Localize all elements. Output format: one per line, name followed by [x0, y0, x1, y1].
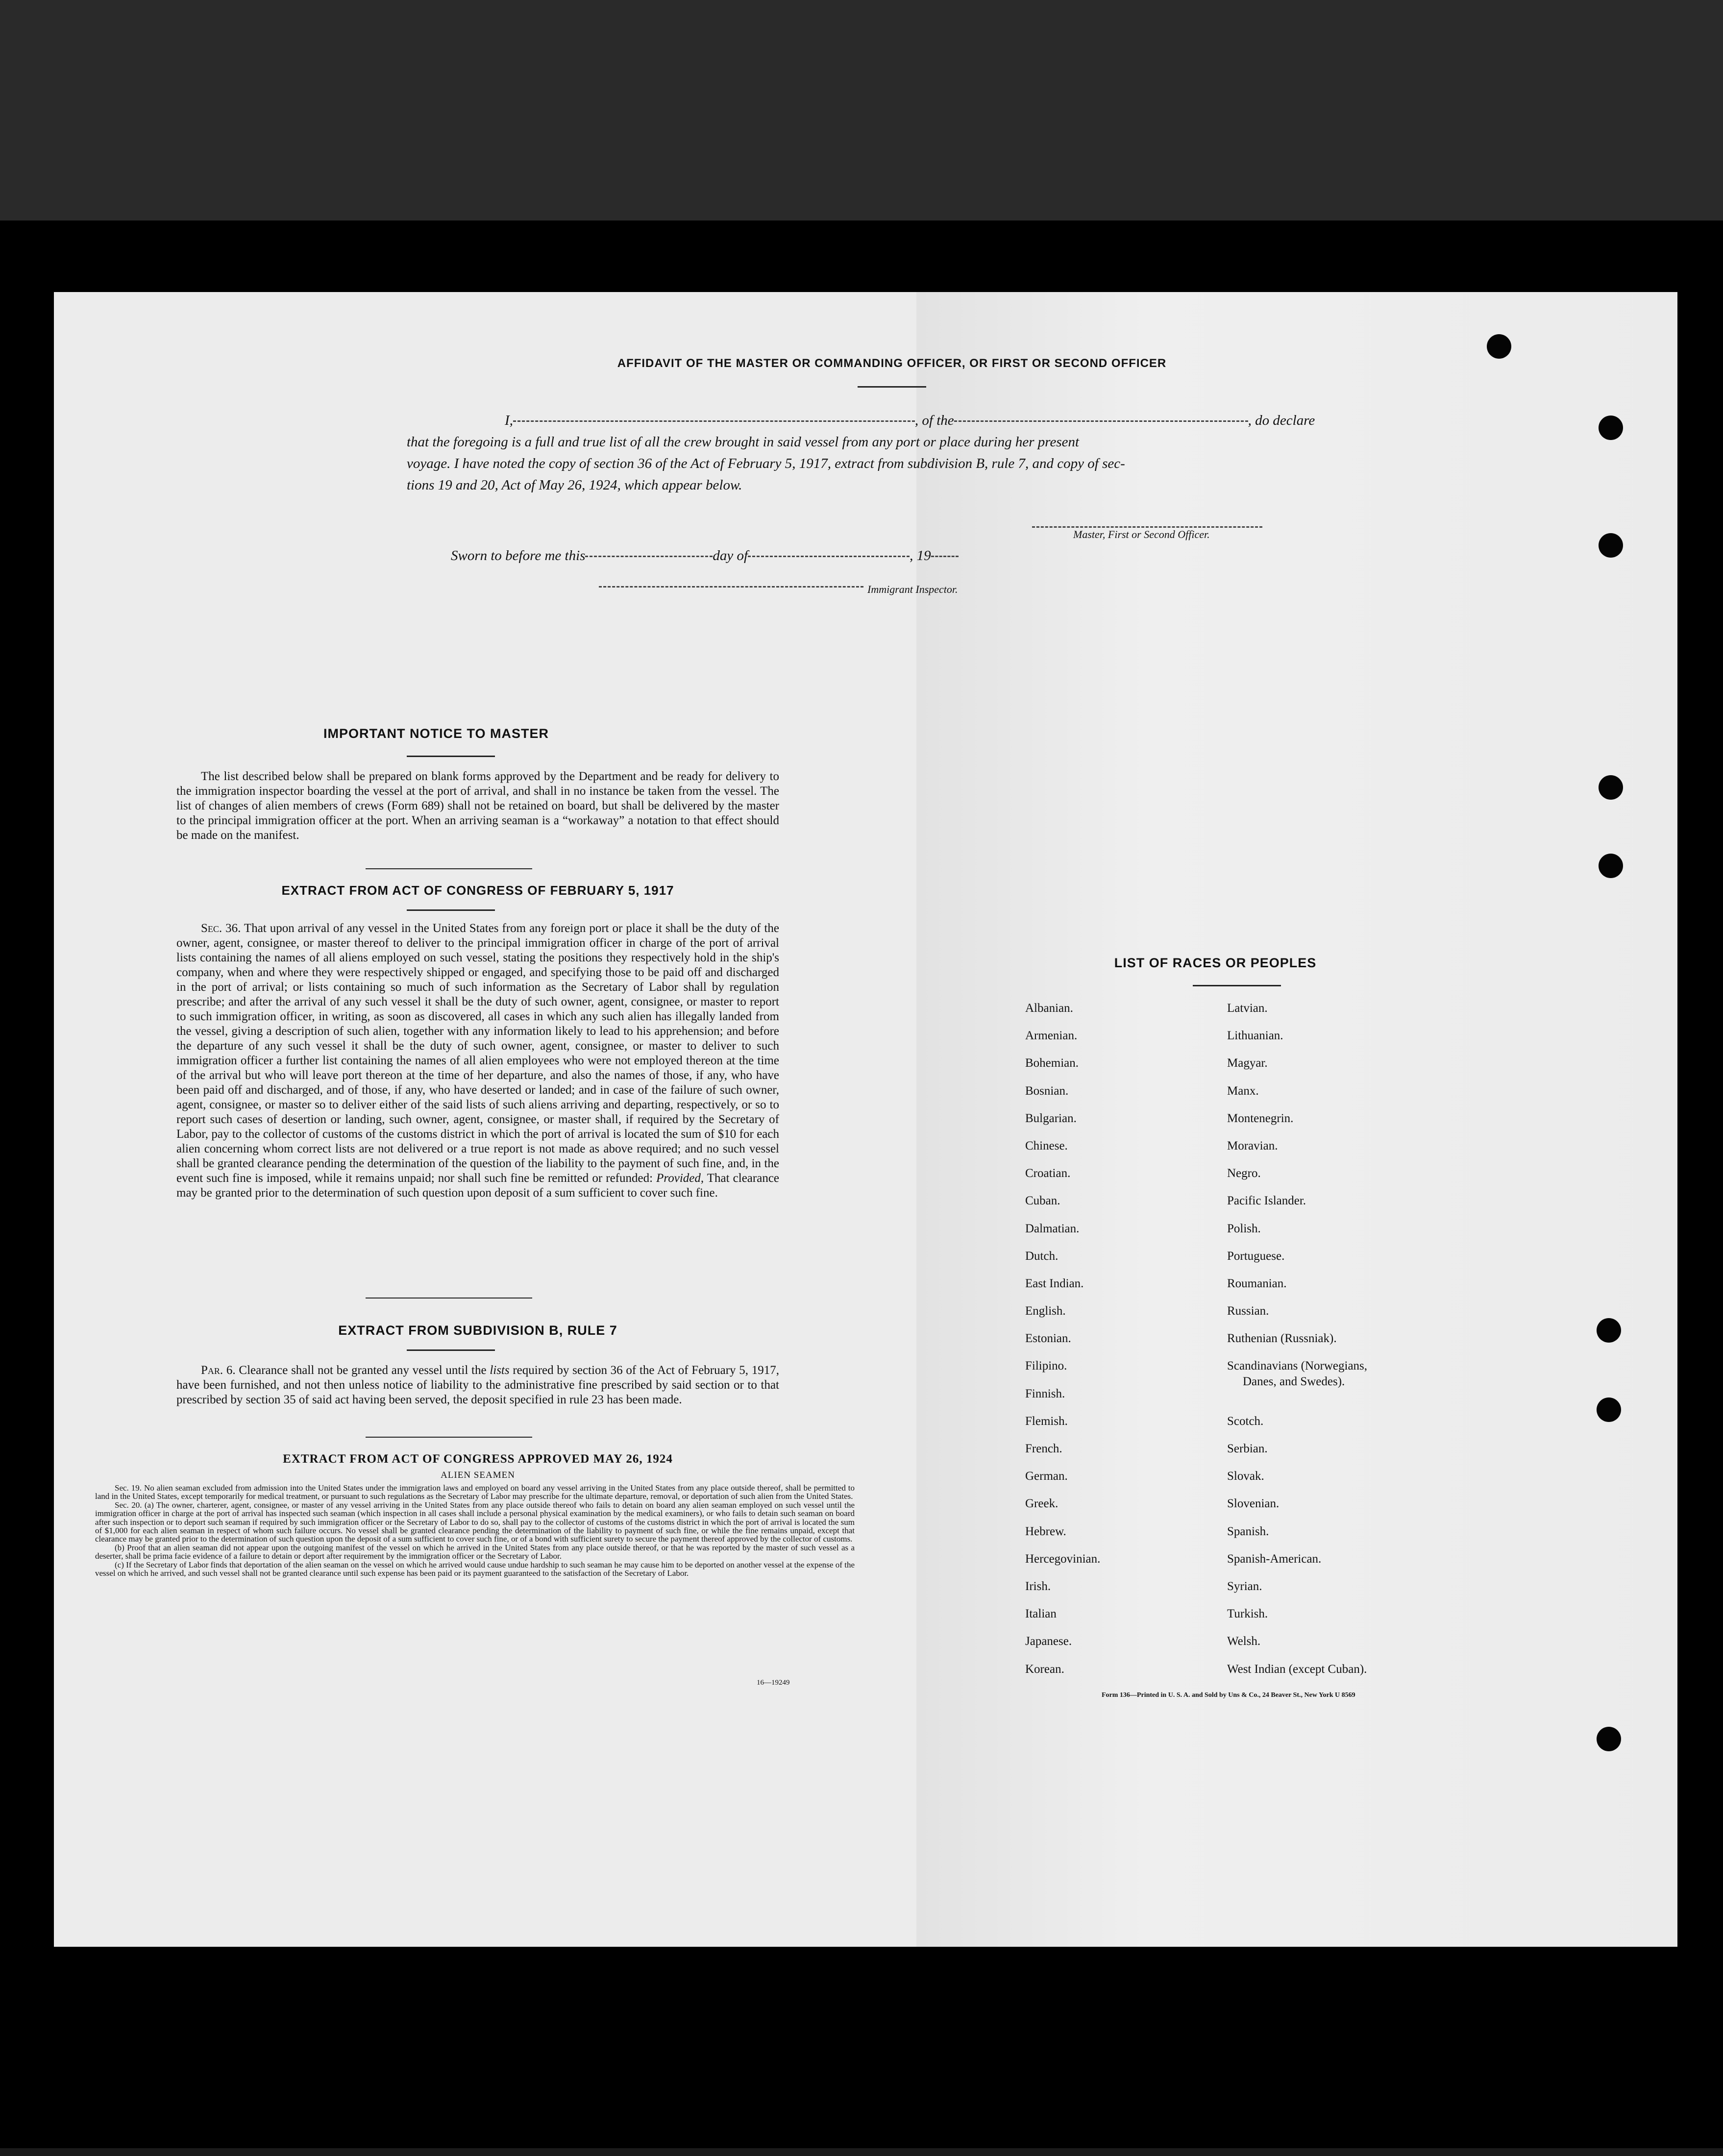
sec-36-text: That upon arrival of any vessel in the United States from any foreign port or place it shall be the duty of the owner, agent, consignee, or master thereof to deliver to the principal immigration officer in charge of the port of arrival lists containing the names of all aliens employed on such vessel, stating the positions they respectively hold in the ship's company, when and where they were respectively shipped or engaged, and specifying those to be paid off and discharged in the port of arrival; or lists containing so much of such information as the Secretary of Labor shall by regulation prescribe; and after the arrival of any such vessel it shall be the duty of such owner, agent, consignee, or master to report to such immigration officer, in writing, as soon as discovered, all cases in which any such alien has illegally landed from the vessel, giving a description of such alien, together with any information likely to lead to his apprehension; and before the departure of any such vessel it shall be the duty of such owner, agent, consignee, or master to deliver to such immigration officer a further list containing the names of all alien employees who were not employed thereon at the time of the arrival but who will leave port thereon at the time of her departure, and also the names of those, if any, who have been paid off and discharged, and of those, if any, who have deserted or landed; and in case of the failure of such owner, agent, consignee, or master so to deliver either of the said lists of such aliens arriving and departing, respectively, or so to report such cases of desertion or landing, such owner, agent, consignee, or master shall, if required by the Secretary of Labor, pay to the collector of customs of the customs district in which the port of arrival is located the sum of $10 for each alien concerning whom correct lists are not delivered or a true report is not made as above required; and no such vessel shall be granted clearance pending the determination of the question of the liability to the payment of such fine, and, in the event such fine is imposed, while it remains unpaid; nor shall such fine be remitted or refunded: [176, 922, 779, 1185]
sworn-year: , 19 [910, 548, 931, 564]
sworn-day-blank [585, 556, 713, 557]
race-item: Welsh. [1227, 1635, 1261, 1648]
race-item: Latvian. [1227, 1002, 1268, 1015]
proviso-text: That clearance may be granted prior to the determination of such question upon deposit of a sum sufficient to cover such fine. [176, 1172, 780, 1200]
punch-hole-icon [1599, 854, 1623, 878]
race-item: Hercegovinian. [1025, 1552, 1101, 1566]
sec-36-label: Sec. 36. [201, 922, 241, 935]
race-item: Pacific Islander. [1227, 1194, 1306, 1208]
race-item: Scotch. [1227, 1414, 1264, 1428]
printer-line: Form 136—Printed in U. S. A. and Sold by Uns & Co., 24 Beaver St., New York U 8569 [1102, 1691, 1355, 1699]
scanner-bottom-band [0, 2148, 1723, 2156]
race-item: Portuguese. [1227, 1249, 1285, 1263]
race-item: Turkish. [1227, 1607, 1268, 1621]
punch-hole-icon [1599, 775, 1623, 800]
race-item: Hebrew. [1025, 1524, 1066, 1538]
races-left-column [1025, 1002, 1100, 1690]
race-item: Albanian. [1025, 1002, 1073, 1015]
race-item: Roumanian. [1227, 1276, 1287, 1290]
affidavit-of-the: , of the [914, 413, 954, 428]
race-item: Scandinavians (Norwegians, [1227, 1359, 1368, 1373]
race-item: Dalmatian. [1025, 1222, 1080, 1235]
punch-hole-icon [1597, 1397, 1621, 1422]
race-item: Negro. [1227, 1167, 1261, 1180]
race-item: Russian. [1227, 1304, 1269, 1318]
affidavit-line-1 [451, 410, 1372, 431]
scanner-top-band [0, 0, 1723, 220]
vessel-blank [954, 420, 1248, 422]
extract-1917-title: EXTRACT FROM ACT OF CONGRESS OF FEBRUARY 5, 1917 [281, 883, 674, 898]
lists-word: lists [490, 1364, 510, 1377]
inspector-caption: Immigrant Inspector. [867, 583, 958, 595]
race-item: Estonian. [1025, 1332, 1071, 1346]
race-item: Polish. [1227, 1222, 1261, 1235]
extract-1917-body [176, 921, 779, 1200]
rule7-body [176, 1363, 779, 1407]
race-item: Dutch. [1025, 1249, 1058, 1263]
race-item: Bohemian. [1025, 1056, 1079, 1070]
sworn-line [451, 545, 959, 566]
alien-seamen-subtitle: ALIEN SEAMEN [441, 1470, 515, 1480]
rule7-title: EXTRACT FROM SUBDIVISION B, RULE 7 [338, 1323, 617, 1338]
affidavit-declare: , do declare [1248, 413, 1315, 428]
races-title: LIST OF RACES OR PEOPLES [1114, 956, 1317, 970]
sec-20b-text: (b) Proof that an alien seaman did not appear upon the outgoing manifest of the vessel on which he arrived in the United States from any place outside thereof, or that he was reported by the master of such vessel as a deserter, shall be prima facie evidence of a failure to detain or deport after requirement by the immigration officer or the Secretary of Labor. [95, 1543, 855, 1561]
rule7-text-b: required by section 36 of the Act of February 5, 1917, have been furnished, and not then unless notice of liability to the administrative fine prescribed by said section or to that prescribed by section 35 of said act having been served, the deposit specified in rule 23 has been made. [176, 1364, 780, 1406]
race-item: Montenegrin. [1227, 1111, 1294, 1125]
race-item: Serbian. [1227, 1442, 1268, 1456]
race-item: Moravian. [1227, 1139, 1278, 1152]
affidavit-line-2: that the foregoing is a full and true list of all the crew brought in said vessel from any port or place during her present [407, 434, 1080, 450]
extract-1917-title-rule [407, 909, 495, 911]
section-divider [366, 1437, 532, 1438]
race-item: Armenian. [1025, 1029, 1078, 1043]
race-item: Greek. [1025, 1497, 1058, 1511]
race-item: Filipino. [1025, 1359, 1067, 1373]
sec-20a-text: Sec. 20. (a) The owner, charterer, agent, consignee, or master of any vessel arriving in the United States from any place outside thereof who fails to detain on board any alien seaman employed on such vessel until the immigration officer in charge at the port of arrival has inspected such seaman (which inspection in all cases shall include a personal physical examination by the medical examiners), or who fails to detain such seaman on board after such inspection or to deport such seaman if required by such immigration officer or the Secretary of Labor to do so, shall pay to the collector of customs of the customs district in which the port of arrival is located the sum of $1,000 for each alien seaman in respect of whom such failure occurs. No vessel shall be granted clearance pending the determination of the liability to payment of such fine, or while the fine remains unpaid, except that clearance may be granted prior to the determination of such question upon the deposit of a sum sufficient to cover such fine, or of a bond with sufficient surety to secure the payment thereof approved by the collector of customs. [95, 1500, 855, 1544]
race-item: Chinese. [1025, 1139, 1068, 1152]
race-item: Slovenian. [1227, 1497, 1280, 1511]
document-sheet [54, 292, 1677, 1947]
race-item: Japanese. [1025, 1635, 1072, 1648]
race-item: Finnish. [1025, 1387, 1065, 1400]
race-item: East Indian. [1025, 1276, 1084, 1290]
rule7-title-rule [407, 1349, 495, 1351]
races-title-rule [1193, 985, 1281, 986]
race-item: Manx. [1227, 1084, 1259, 1098]
affidavit-i: I, [505, 413, 513, 428]
race-item: Spanish-American. [1227, 1552, 1322, 1566]
race-item: English. [1025, 1304, 1066, 1318]
affidavit-line-3: voyage. I have noted the copy of section 36 of the Act of February 5, 1917, extract from subdivision B, rule 7, and copy of sec- [407, 456, 1125, 471]
race-item: French. [1025, 1442, 1062, 1455]
notice-title: IMPORTANT NOTICE TO MASTER [323, 726, 549, 741]
sworn-month-blank [748, 556, 910, 557]
sworn-year-blank [931, 556, 959, 557]
section-divider [366, 868, 532, 869]
name-blank [513, 420, 915, 422]
sec-19-text: Sec. 19. No alien seaman excluded from admission into the United States under the immigration laws and employed on board any vessel arriving in the United States from any place outside thereof, shall be permitted to land in the United States, except temporarily for medical treatment, or pursuant to such regulations as the Secretary of Labor may prescribe for the ultimate departure, removal, or deportation of such alien from the United States. [95, 1483, 855, 1501]
race-item: Cuban. [1025, 1194, 1060, 1208]
affidavit-line-4: tions 19 and 20, Act of May 26, 1924, which appear below. [407, 477, 742, 493]
form-code: 16—19249 [757, 1679, 790, 1687]
race-item: Croatian. [1025, 1167, 1071, 1180]
race-item: Magyar. [1227, 1056, 1268, 1070]
race-item: Bulgarian. [1025, 1111, 1077, 1125]
sec-20c-text: (c) If the Secretary of Labor finds that deportation of the alien seaman on the vessel on which he arrived would cause undue hardship to such seaman he may cause him to be deported on another vessel at the expense of the vessel on which he arrived, and such vessel shall not be granted clearance until such expense has been paid or its payment guaranteed to the satisfaction of the Secretary of Labor. [95, 1560, 855, 1578]
proviso-word: Provided, [656, 1172, 704, 1185]
extract-1924-title: EXTRACT FROM ACT OF CONGRESS APPROVED MAY 26, 1924 [283, 1452, 673, 1466]
race-item: Spanish. [1227, 1524, 1269, 1538]
notice-title-rule [407, 756, 495, 757]
race-item: Lithuanian. [1227, 1029, 1283, 1043]
master-signature-caption: Master, First or Second Officer. [1073, 528, 1210, 540]
race-item: West Indian (except Cuban). [1227, 1662, 1367, 1676]
race-item: Slovak. [1227, 1470, 1264, 1483]
affidavit-title: AFFIDAVIT OF THE MASTER OR COMMANDING OFFICER, OR FIRST OR SECOND OFFICER [617, 357, 1167, 370]
punch-hole-icon [1597, 1318, 1621, 1343]
punch-hole-icon [1599, 533, 1623, 558]
sworn-day: day of [713, 548, 748, 564]
race-item: Ruthenian (Russniak). [1227, 1332, 1337, 1346]
race-item: Danes, and Swedes). [1243, 1375, 1345, 1389]
punch-hole-icon [1599, 416, 1623, 440]
race-item: Syrian. [1227, 1579, 1262, 1593]
race-item: Flemish. [1025, 1414, 1068, 1428]
punch-hole-icon [1597, 1727, 1621, 1751]
race-item: Bosnian. [1025, 1084, 1069, 1098]
sworn-prefix: Sworn to before me this [451, 548, 586, 564]
notice-body: The list described below shall be prepared on blank forms approved by the Department and be ready for delivery to the immigration inspector boarding the vessel at the port of arrival, and shall in no instance be taken from the vessel. The list of changes of alien members of crews (Form 689) shall not be retained on board, but shall be delivered by the master to the principal immigration officer at the port. When an arriving seaman is a “workaway” a notation to that effect should be made on the manifest. [176, 770, 779, 842]
race-item: Korean. [1025, 1662, 1064, 1676]
race-item: Irish. [1025, 1579, 1051, 1593]
punch-hole-icon [1487, 334, 1511, 359]
race-item: Italian [1025, 1607, 1057, 1621]
race-item: German. [1025, 1470, 1068, 1483]
affidavit-title-rule [858, 386, 926, 388]
par-6-label: Par. 6. [201, 1364, 236, 1377]
extract-1924-body [95, 1484, 855, 1577]
rule7-text-a: Clearance shall not be granted any vessel until the [239, 1364, 487, 1377]
races-right-column [1227, 1002, 1367, 1690]
